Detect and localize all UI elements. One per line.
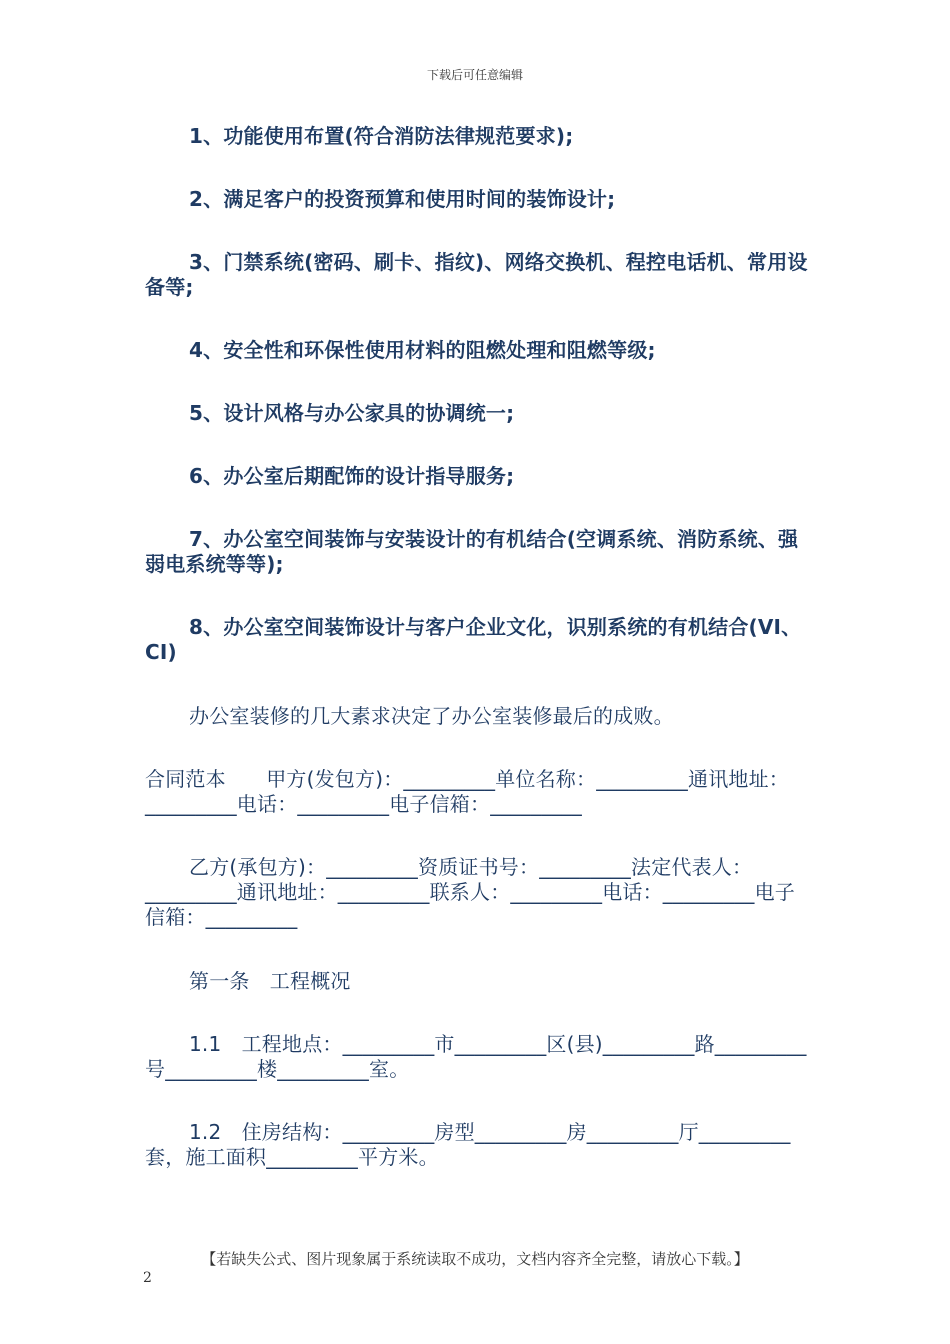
paragraph-summary: 办公室装修的几大素求决定了办公室装修最后的成败。 (189, 704, 674, 728)
paragraph-party-a: 合同范本 甲方(发包方)：_________单位名称：_________通讯地址：_________电话：_________电子信箱：_________ (145, 767, 790, 816)
paragraph-7: 7、办公室空间装饰与安装设计的有机结合(空调系统、消防系统、强弱电系统等等); (145, 527, 799, 576)
paragraph-2: 2、满足客户的投资预算和使用时间的装饰设计; (189, 187, 616, 211)
page-number: 2 (143, 1270, 152, 1286)
paragraph-party-b: 乙方(承包方)：_________资质证书号：_________法定代表人：_________通讯地址：_________联系人：_________电话：_________电子信箱：_________ (145, 855, 795, 929)
clause-1-1: 1.1 工程地点：_________市_________区(县)_________路_________号_________楼_________室。 (145, 1032, 807, 1081)
page-header: 下载后可任意编辑 (426, 68, 523, 82)
footer-note: 【若缺失公式、图片现象属于系统读取不成功，文档内容齐全完整，请放心下载。】 (201, 1250, 749, 1268)
paragraph-3: 3、门禁系统(密码、刷卡、指纹)、网络交换机、程控电话机、常用设备等; (145, 250, 808, 299)
paragraph-4: 4、安全性和环保性使用材料的阻燃处理和阻燃等级; (189, 338, 656, 362)
paragraph-6: 6、办公室后期配饰的设计指导服务; (189, 464, 515, 488)
clause-1-2: 1.2 住房结构：_________房型_________房_________厅_________套，施工面积_________平方米。 (145, 1120, 791, 1169)
paragraph-5: 5、设计风格与办公家具的协调统一; (189, 401, 515, 425)
paragraph-8: 8、办公室空间装饰设计与客户企业文化，识别系统的有机结合(VI、CI) (145, 615, 802, 664)
section-title-1: 第一条 工程概况 (189, 969, 351, 993)
paragraph-1: 1、功能使用布置(符合消防法律规范要求); (189, 124, 574, 148)
